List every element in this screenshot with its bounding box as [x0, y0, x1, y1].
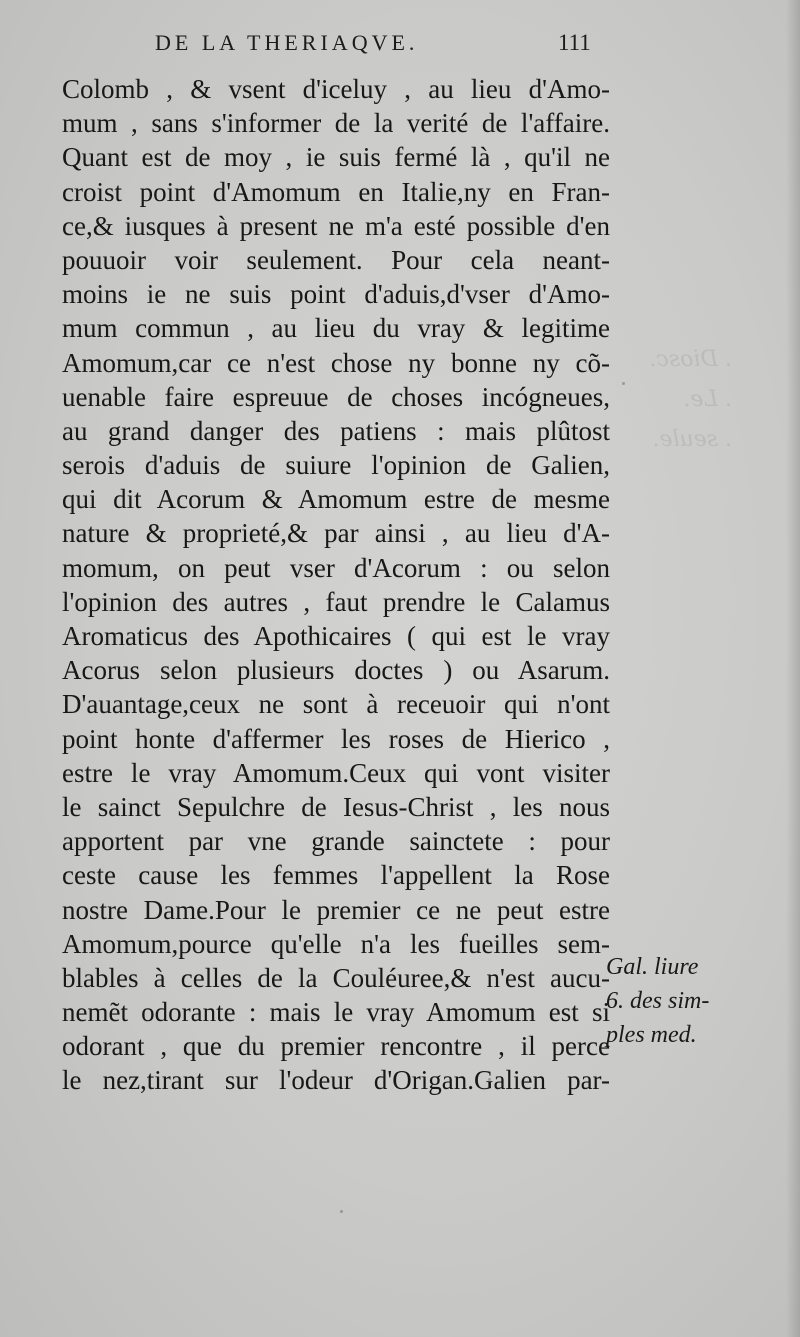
text-line: qui dit Acorum & Amomum estre de mesme	[62, 484, 610, 515]
text-line: D'auantage,ceux ne sont à receuoir qui n'ont	[62, 689, 610, 720]
page-number: 111	[558, 30, 591, 55]
page-edge-shadow	[786, 0, 800, 1337]
paper-speck	[488, 1078, 491, 1081]
paper-speck	[622, 382, 625, 385]
main-text-block	[62, 72, 610, 1098]
text-line: blables à celles de la Couléuree,& n'est aucu-	[62, 962, 610, 993]
margin-note-line: 6. des sim-	[606, 988, 710, 1015]
text-line: croist point d'Amomum en Italie,ny en Fran-	[62, 176, 610, 207]
text-line: momum, on peut vser d'Acorum : ou selon	[62, 552, 610, 583]
text-line: Acorus selon plusieurs doctes ) ou Asarum.	[62, 655, 610, 686]
text-line: Aromaticus des Apothicaires ( qui est le vray	[62, 621, 610, 651]
paper-speck	[340, 1210, 343, 1213]
text-line: serois d'aduis de suiure l'opinion de Galien,	[62, 450, 610, 481]
show-through-text: . Diosc. . Le. . seule.	[649, 347, 732, 452]
text-line: moins ie ne suis point d'aduis,d'vser d'Amo-	[62, 279, 610, 310]
text-line: nature & proprieté,& par ainsi , au lieu d'A-	[62, 518, 610, 549]
text-line: l'opinion des autres , faut prendre le Calamus	[62, 586, 610, 617]
text-line: pouuoir voir seulement. Pour cela neant-	[62, 244, 610, 275]
margin-note-line: Gal. liure	[606, 954, 699, 980]
text-line: mum commun , au lieu du vray & legitime	[62, 313, 610, 344]
margin-note-line: ples med.	[606, 1022, 697, 1049]
text-line: mum , sans s'informer de la verité de l'affaire.	[62, 108, 610, 139]
text-line: le nez,tirant sur l'odeur d'Origan.Galien par-	[62, 1065, 610, 1096]
text-line: ceste cause les femmes l'appellent la Rose	[62, 860, 610, 891]
text-line: au grand danger des patiens : mais plûtost	[62, 415, 610, 446]
text-line: Amomum,car ce n'est chose ny bonne ny cõ-	[62, 347, 610, 378]
running-head: DE LA THERIAQVE.	[155, 30, 419, 55]
text-line: estre le vray Amomum.Ceux qui vont visiter	[62, 757, 610, 788]
text-line: nemẽt odorante : mais le vray Amomum est si	[62, 997, 610, 1028]
text-line: le sainct Sepulchre de Iesus-Christ , les nous	[62, 791, 610, 822]
text-line: apportent par vne grande sainctete : pour	[62, 826, 610, 857]
text-line: ce,& iusques à present ne m'a esté possible d'en	[62, 210, 610, 241]
text-line: point honte d'affermer les roses de Hierico ,	[62, 723, 610, 754]
text-line: uenable faire espreuue de choses incógneues,	[62, 381, 610, 412]
text-line: Quant est de moy , ie suis fermé là , qu'il ne	[62, 142, 610, 173]
text-line: Amomum,pource qu'elle n'a les fueilles sem-	[62, 928, 610, 959]
text-line: odorant , que du premier rencontre , il perce	[62, 1031, 610, 1062]
margin-note	[606, 950, 796, 1053]
text-line: nostre Dame.Pour le premier ce ne peut estre	[62, 894, 610, 925]
text-line: Colomb , & vsent d'iceluy , au lieu d'Amo-	[62, 74, 610, 104]
